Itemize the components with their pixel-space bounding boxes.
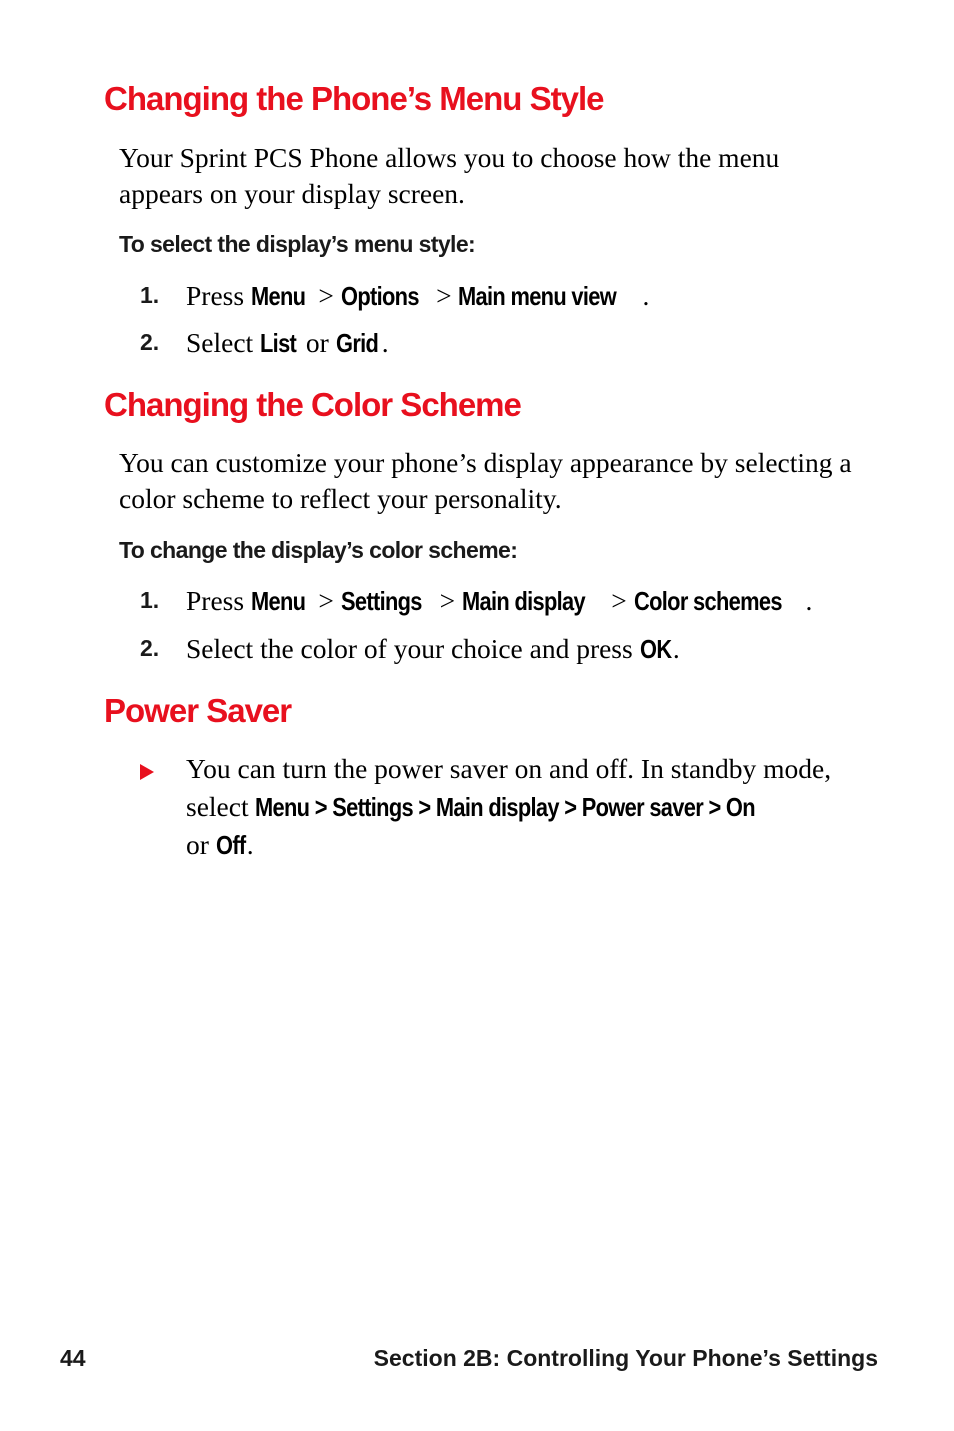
triangle-right-bullet-icon: [140, 764, 154, 780]
subhead-color-scheme: To change the display’s color scheme:: [119, 537, 518, 563]
intro-menu-style: Your Sprint PCS Phone allows you to choose how the menu appears on your display screen.: [119, 142, 780, 209]
step-text: Press Menu > Options > Main menu view .: [186, 278, 649, 314]
grid-key-label: Grid: [335, 328, 378, 358]
menu-key-label: Menu: [250, 586, 306, 616]
heading-power-saver: Power Saver: [104, 692, 292, 729]
subhead-menu-style: To select the display’s menu style:: [119, 231, 476, 257]
intro-color-scheme: You can customize your phone’s display appearance by selecting a color scheme to reflect your personality.: [119, 447, 852, 514]
options-key-label: Options: [340, 281, 419, 311]
step-number: 2.: [140, 329, 160, 355]
menu-key-label: Menu: [250, 281, 306, 311]
off-key-label: Off: [215, 830, 246, 860]
step-number: 1.: [140, 282, 160, 308]
bullet-text: You can turn the power saver on and off. In standby mode, select Menu > Settings > Main display > Power saver > On or Off.: [186, 750, 866, 864]
step-number: 1.: [140, 587, 160, 613]
list-key-label: List: [260, 328, 297, 358]
main-display-key-label: Main display: [462, 586, 586, 616]
step-text: Select the color of your choice and press OK.: [186, 631, 680, 667]
section-title: Section 2B: Controlling Your Phone’s Settings: [373, 1345, 878, 1371]
step-text: Press Menu > Settings > Main display > Color schemes .: [186, 583, 812, 619]
heading-menu-style: Changing the Phone’s Menu Style: [104, 80, 604, 117]
step-text: Select List or Grid .: [186, 325, 389, 361]
heading-color-scheme: Changing the Color Scheme: [104, 386, 521, 423]
step-number: 2.: [140, 635, 160, 661]
power-saver-path-label: Menu > Settings > Main display > Power saver > On: [255, 792, 756, 822]
color-schemes-key-label: Color schemes: [633, 586, 782, 616]
main-menu-view-key-label: Main menu view: [458, 281, 617, 311]
settings-key-label: Settings: [340, 586, 422, 616]
ok-key-label: OK: [639, 634, 672, 664]
page-number: 44: [60, 1345, 86, 1371]
